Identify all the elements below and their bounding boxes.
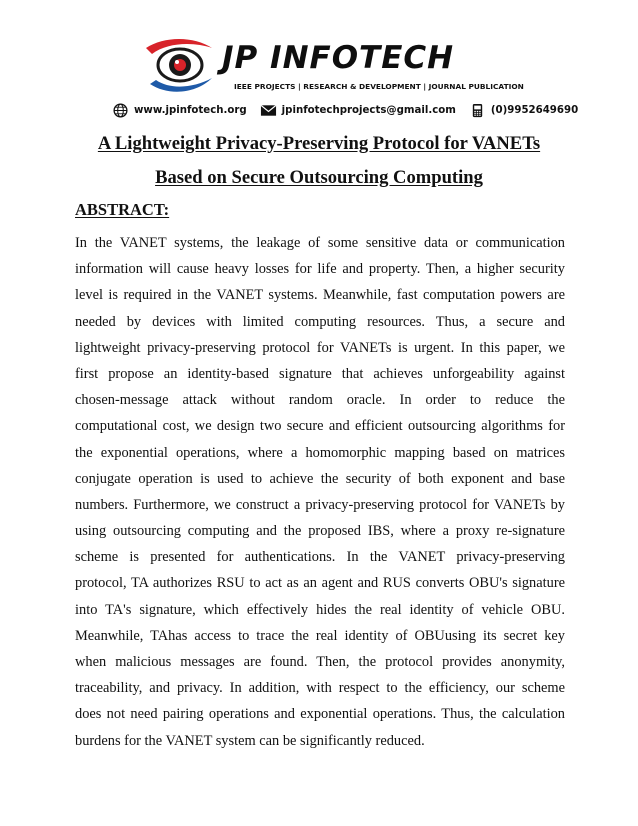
abstract-body <box>75 230 565 754</box>
abstract-line: first propose an identity-based signature that achieves unforgeability against <box>75 365 565 382</box>
abstract-line: lightweight privacy-preserving protocol for VANETs is urgent. In this paper, we <box>75 339 565 356</box>
phone-link[interactable] <box>469 103 578 118</box>
abstract-line: into TA's signature, which effectively hides the real identity of vehicle OBU. <box>75 601 565 618</box>
globe-icon <box>112 103 129 118</box>
abstract-line: protocol, TA authorizes RSU to act as an agent and RUS converts OBU's signature <box>75 575 565 592</box>
abstract-line: conjugate operation is used to achieve the security of both exponent and base <box>75 470 565 487</box>
letterhead-brand <box>142 34 524 96</box>
abstract-heading: ABSTRACT: <box>75 200 170 219</box>
abstract-line: numbers. Furthermore, we construct a privacy-preserving protocol for VANETs by <box>75 496 565 513</box>
abstract-line: information will cause heavy losses for life and property. Then, a higher security <box>75 261 565 278</box>
brand-tagline: IEEE PROJECTS | RESEARCH & DEVELOPMENT | JOURNAL PUBLICATION <box>234 82 524 91</box>
abstract-line: scheme is presented for authentications. In the VANET privacy-preserving <box>75 549 565 566</box>
abstract-line: computational cost, we design two secure and efficient outsourcing algorithms for <box>75 418 565 435</box>
abstract-line: burdens for the VANET system can be significantly reduced. <box>75 732 425 749</box>
email-link[interactable] <box>260 103 456 118</box>
abstract-line: the exponential operations, where a homomorphic mapping based on matrices <box>75 444 565 461</box>
abstract-line: using outsourcing computing and the proposed IBS, where a proxy re-signature <box>75 523 565 540</box>
abstract-line: chosen-message attack without random oracle. In order to reduce the <box>75 392 565 409</box>
contact-row <box>112 100 579 120</box>
abstract-line: In the VANET systems, the leakage of some sensitive data or communication <box>75 235 565 251</box>
website-link[interactable] <box>112 103 247 118</box>
phone-text: (0)9952649690 <box>490 104 579 116</box>
abstract-line: needed by devices with limited computing resources. Thus, a secure and <box>75 313 565 330</box>
abstract-line: level is required in the VANET systems. Meanwhile, fast computation powers are <box>75 287 565 304</box>
paper-title-line-2: Based on Secure Outsourcing Computing <box>155 167 483 188</box>
paper-title-line-1: A Lightweight Privacy-Preserving Protocol for VANETs <box>97 133 541 154</box>
website-text: www.jpinfotech.org <box>134 104 247 116</box>
phone-icon <box>469 103 486 118</box>
abstract-line: when malicious messages are found. Then, the protocol provides anonymity, <box>75 654 565 670</box>
jp-infotech-logo-icon <box>142 34 218 96</box>
abstract-line: traceability, and privacy. In addition, with respect to the efficiency, our scheme <box>75 680 565 697</box>
brand-name: JP INFOTECH <box>222 40 455 76</box>
envelope-icon <box>260 103 277 118</box>
abstract-line: does not need pairing operations and exponential operations. Thus, the calculation <box>75 706 565 723</box>
email-text: jpinfotechprojects@gmail.com <box>281 104 456 116</box>
abstract-line: Meanwhile, TAhas access to trace the real identity of OBUusing its secret key <box>75 627 565 644</box>
